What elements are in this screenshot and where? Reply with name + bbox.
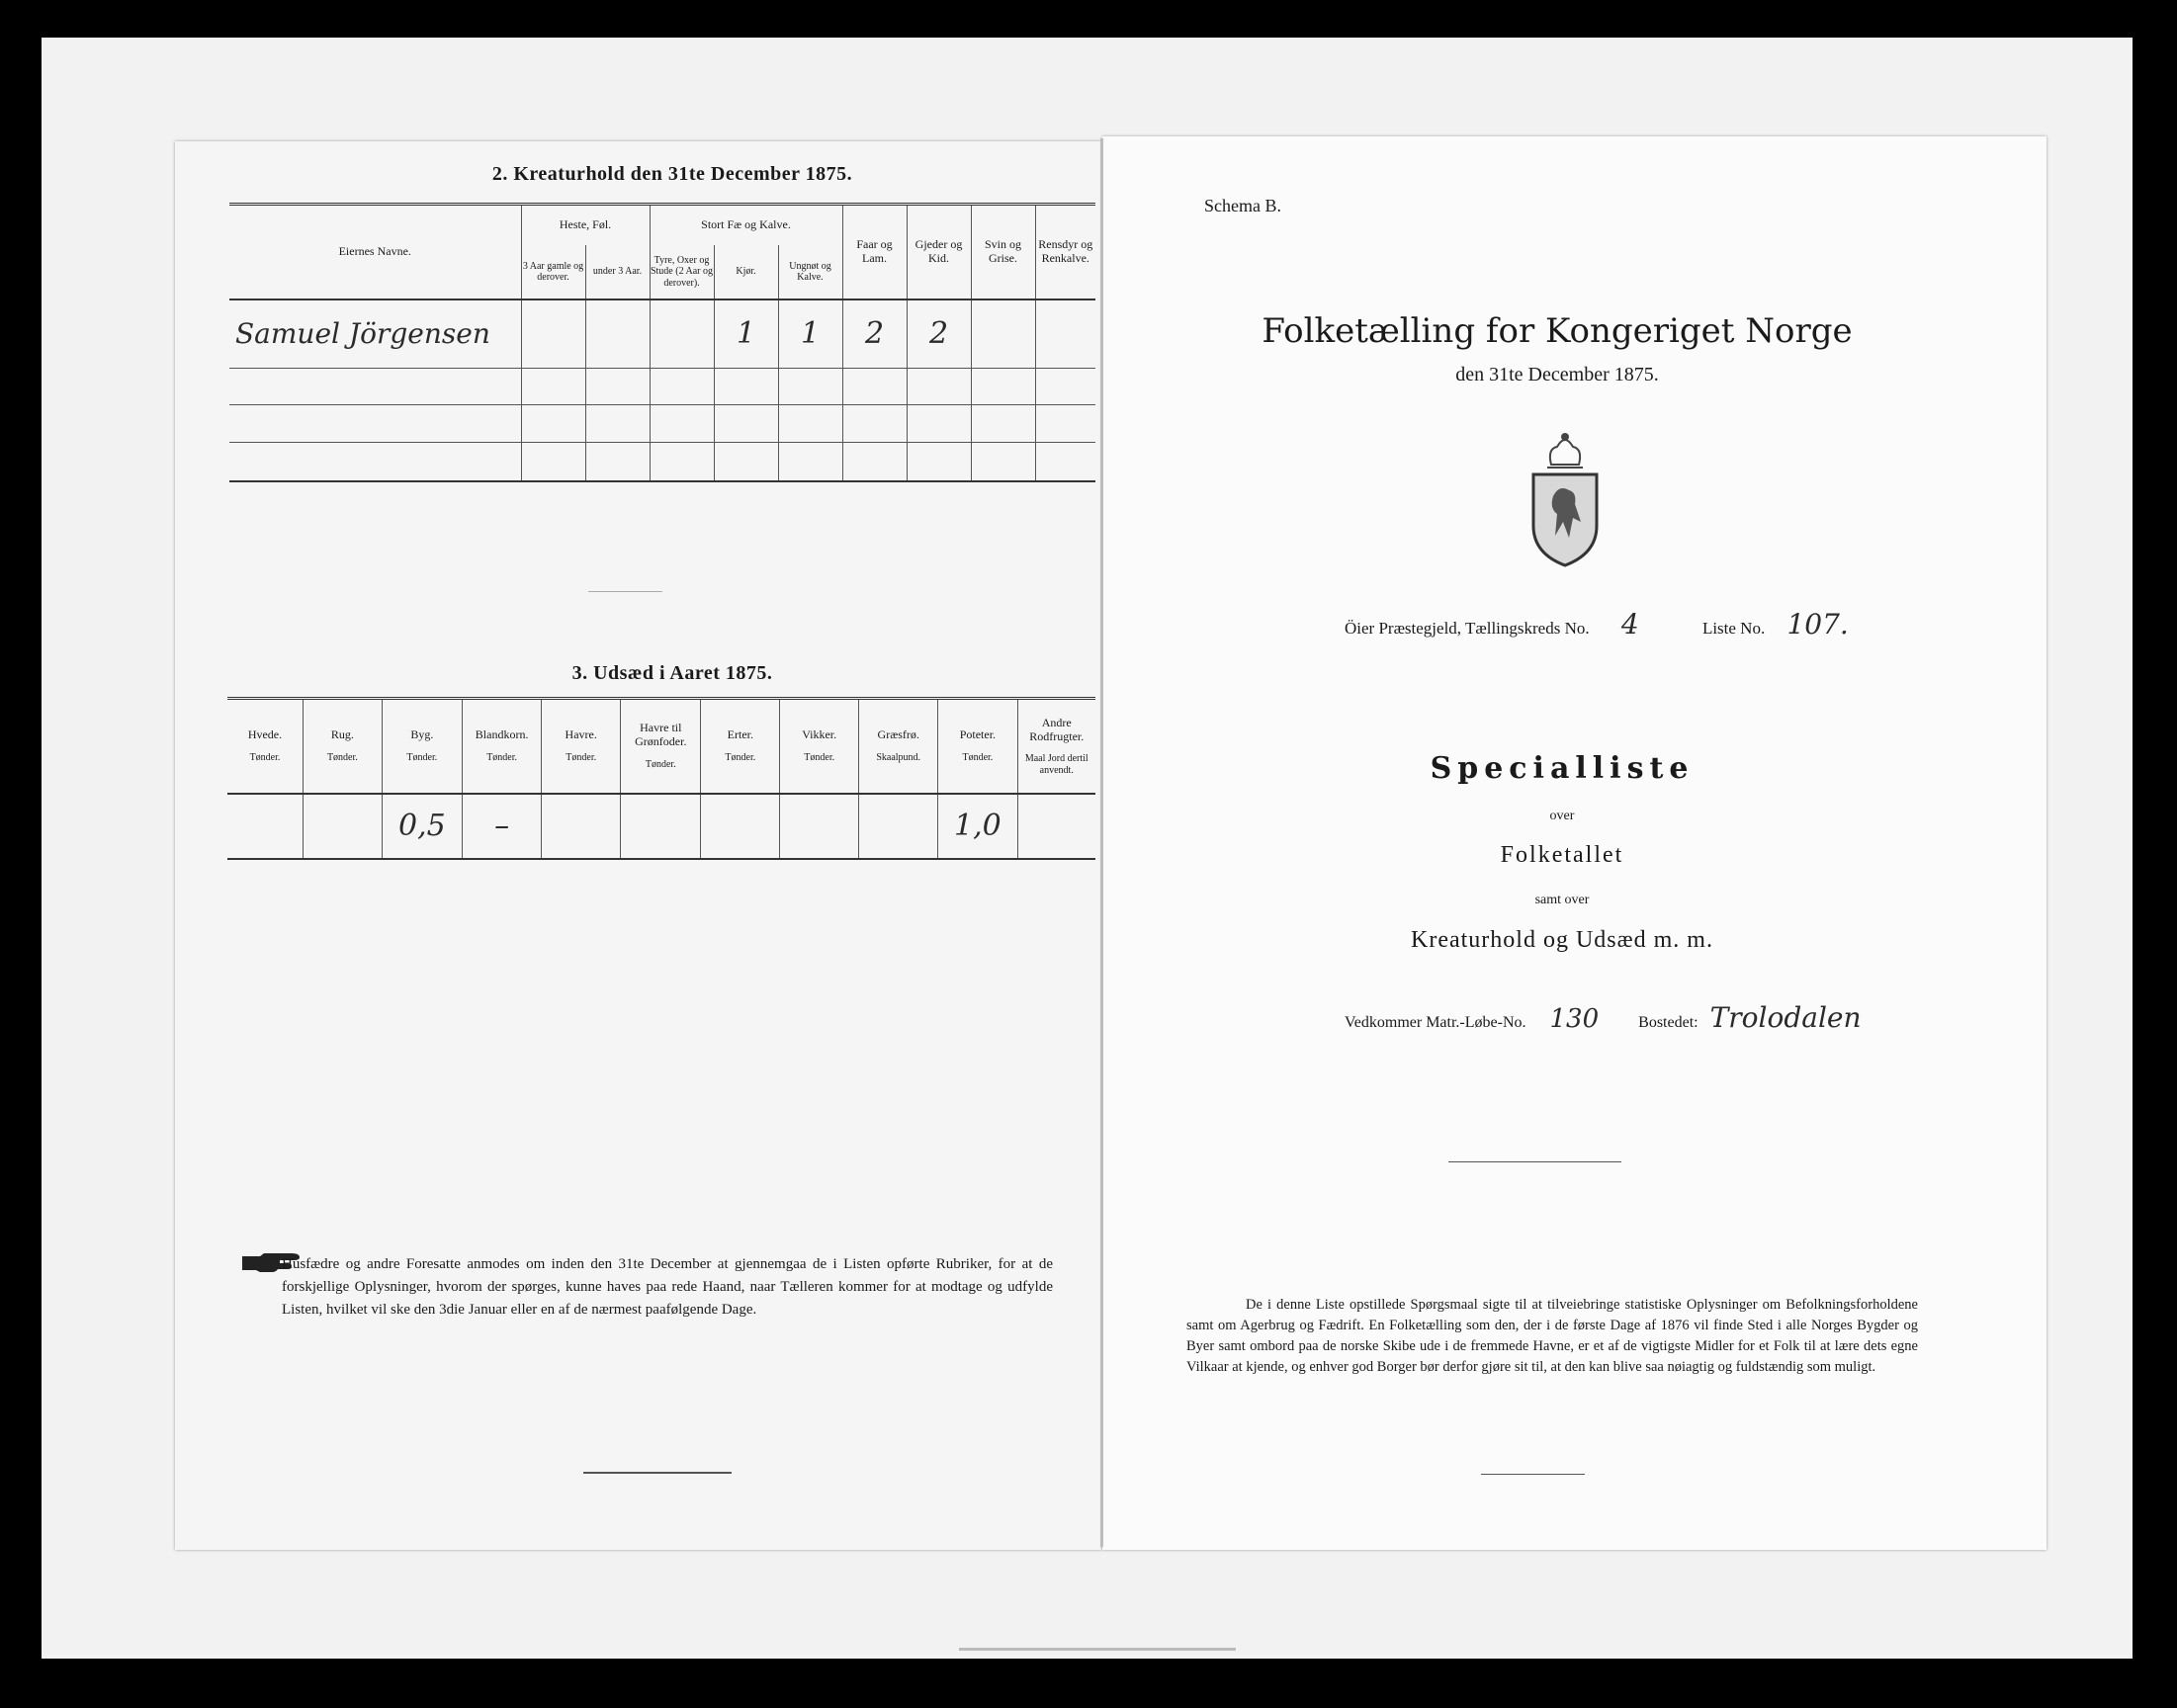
seed-col-name: Vikker.: [802, 727, 837, 742]
seed-col-name: Poteter.: [959, 727, 997, 742]
seed-col-header: [1017, 699, 1095, 795]
divider: [959, 1648, 1236, 1651]
col-young-cattle: Ungnøt og Kalve.: [778, 245, 842, 299]
seed-col-name: Blandkorn.: [475, 727, 529, 742]
seed-col-header: [303, 699, 382, 795]
seed-col-header: [542, 699, 621, 795]
census-title: Folketælling for Kongeriget Norge: [1262, 311, 1853, 351]
seed-col-name: Andre Rodfrugter.: [1029, 715, 1085, 743]
seed-col-unit: Tønder.: [962, 752, 994, 764]
col-cows: Kjør.: [714, 245, 778, 299]
page-gutter: [1100, 138, 1103, 1547]
schema-label: Schema B.: [1204, 196, 1281, 215]
col-bulls: Tyre, Oxer og Stude (2 Aar og derover).: [650, 245, 714, 299]
cell-bulls: [650, 299, 714, 369]
col-horses-group: Heste, Føl.: [521, 205, 650, 246]
seed-col-unit: Tønder.: [249, 752, 281, 764]
over-label: over: [1549, 809, 1575, 823]
seed-value-cell: [227, 794, 303, 859]
table-row: [229, 369, 1095, 405]
seed-value-cell: [701, 794, 780, 859]
seed-col-header: [859, 699, 938, 795]
seed-col-name: Erter.: [727, 727, 753, 742]
seed-value-cell: [542, 794, 621, 859]
seed-col-unit: Tønder.: [406, 752, 438, 764]
list-number: 107.: [1786, 608, 1849, 640]
cell-reindeer: [1035, 299, 1095, 369]
seed-col-header: [780, 699, 859, 795]
seed-col-name: Havre til Grønfoder.: [635, 721, 687, 749]
matrikkel-line: [1345, 1001, 1862, 1034]
kreaturhold-title: Kreaturhold og Udsæd m. m.: [1411, 927, 1713, 953]
seed-col-name: Rug.: [330, 727, 354, 742]
cell-pigs: [971, 299, 1035, 369]
seed-col-unit: Tønder.: [326, 752, 358, 764]
section2-title: 2. Kreaturhold den 31te December 1875.: [491, 163, 853, 185]
seed-value-cell: –: [462, 794, 541, 859]
seed-col-name: Hvede.: [247, 727, 283, 742]
seed-col-unit: Skaalpund.: [876, 752, 921, 764]
seed-col-unit: Tønder.: [566, 752, 597, 764]
seed-value-cell: [621, 794, 701, 859]
col-horses-3plus: 3 Aar gamle og derover.: [521, 245, 585, 299]
section3-title: 3. Udsæd i Aaret 1875.: [571, 662, 773, 684]
list-label: Liste No.: [1701, 619, 1766, 638]
seed-col-header: [701, 699, 780, 795]
seed-col-name: Byg.: [410, 727, 434, 742]
specialliste-title: Specialliste: [1430, 751, 1695, 786]
cell-horses-under3: [585, 299, 650, 369]
matr-label: Vedkommer Matr.-Løbe-No.: [1345, 1014, 1526, 1031]
seed-col-name: Havre.: [565, 727, 597, 742]
col-horses-under3: under 3 Aar.: [585, 245, 650, 299]
table-row: [229, 405, 1095, 443]
col-owner: Eiernes Navne.: [229, 205, 521, 300]
seed-col-unit: Tønder.: [486, 752, 518, 764]
divider: [1448, 1161, 1621, 1162]
seed-value-cell: [859, 794, 938, 859]
seed-col-name: Græsfrø.: [877, 727, 919, 742]
cell-horses-3plus: [521, 299, 585, 369]
seed-col-header: [227, 699, 303, 795]
parish-label: Præstegjeld, Tællingskreds No.: [1378, 619, 1590, 638]
seed-value-cell: 0,5: [382, 794, 462, 859]
seed-col-unit: Tønder.: [725, 752, 756, 764]
seed-value-cell: [1017, 794, 1095, 859]
col-goats: Gjeder og Kid.: [907, 205, 971, 300]
seed-col-header: [462, 699, 541, 795]
livestock-table: [229, 203, 1095, 482]
seed-col-header: [621, 699, 701, 795]
col-sheep: Faar og Lam.: [842, 205, 907, 300]
owner-name: Samuel Jörgensen: [229, 299, 521, 369]
notice-text: Husfædre og andre Foresatte anmodes om inden den 31te December at gjennemgaa de i Listen opførte Rubriker, for at de forskjellige Oplysninger, hvorom der spørges, kunne haves paa rede Haand, naar Tælleren kommer for at modtage og udfylde Listen, hvilket vil ske den 3die Januar eller en af de nærmest paafølgende Dage.: [282, 1256, 1053, 1318]
table-row: [229, 299, 1095, 369]
table-row: [229, 443, 1095, 482]
divider: [588, 591, 662, 592]
seed-col-unit: Tønder.: [645, 759, 676, 771]
divider: [1481, 1474, 1585, 1475]
seed-table: [227, 697, 1095, 860]
seed-col-header: [938, 699, 1017, 795]
cell-goats: 2: [907, 299, 971, 369]
col-cattle-group: Stort Fæ og Kalve.: [650, 205, 842, 246]
col-pigs: Svin og Grise.: [971, 205, 1035, 300]
cell-young-cattle: 1: [778, 299, 842, 369]
folketallet-title: Folketallet: [1500, 842, 1624, 868]
col-reindeer: Rensdyr og Renkalve.: [1035, 205, 1095, 300]
seed-col-unit: Maal Jord dertil anvendt.: [1024, 753, 1088, 776]
seed-value-cell: [780, 794, 859, 859]
cell-cows: 1: [714, 299, 778, 369]
divider: [583, 1472, 732, 1474]
footer-text: De i denne Liste opstillede Spørgsmaal sigte til at tilveiebringe statistiske Oplysninger om Befolkningsforholdene samt om Agerbrug og Fædrift. En Folketælling som den, der i de første Dage af 1876 vil finde Sted i alle Norges Bygder og Byer samt ombord paa de norske Skibe ude i de fremmede Havne, er et af de vigtigste Midler for et Folk til at lære dets egne Vilkaar at kjende, og enhver god Borger bør derfor gjøre sit til, at den kan blive saa nøiagtig og fuldstændig som muligt.: [1186, 1297, 1918, 1375]
seed-col-unit: Tønder.: [804, 752, 835, 764]
samt-over-label: samt over: [1534, 893, 1590, 907]
seed-value-cell: 1,0: [938, 794, 1017, 859]
coat-of-arms-icon: [1525, 427, 1605, 569]
bosted-value: Trolodalen: [1709, 1001, 1862, 1034]
matr-number: 130: [1549, 1004, 1600, 1034]
census-date: den 31te December 1875.: [1455, 364, 1659, 385]
seed-value-cell: [303, 794, 382, 859]
district-number: 4: [1620, 608, 1639, 640]
bosted-label: Bostedet:: [1638, 1014, 1698, 1031]
parish-value: Öier: [1345, 619, 1375, 638]
location-line: [1345, 608, 1849, 640]
seed-col-header: [382, 699, 462, 795]
cell-sheep: 2: [842, 299, 907, 369]
